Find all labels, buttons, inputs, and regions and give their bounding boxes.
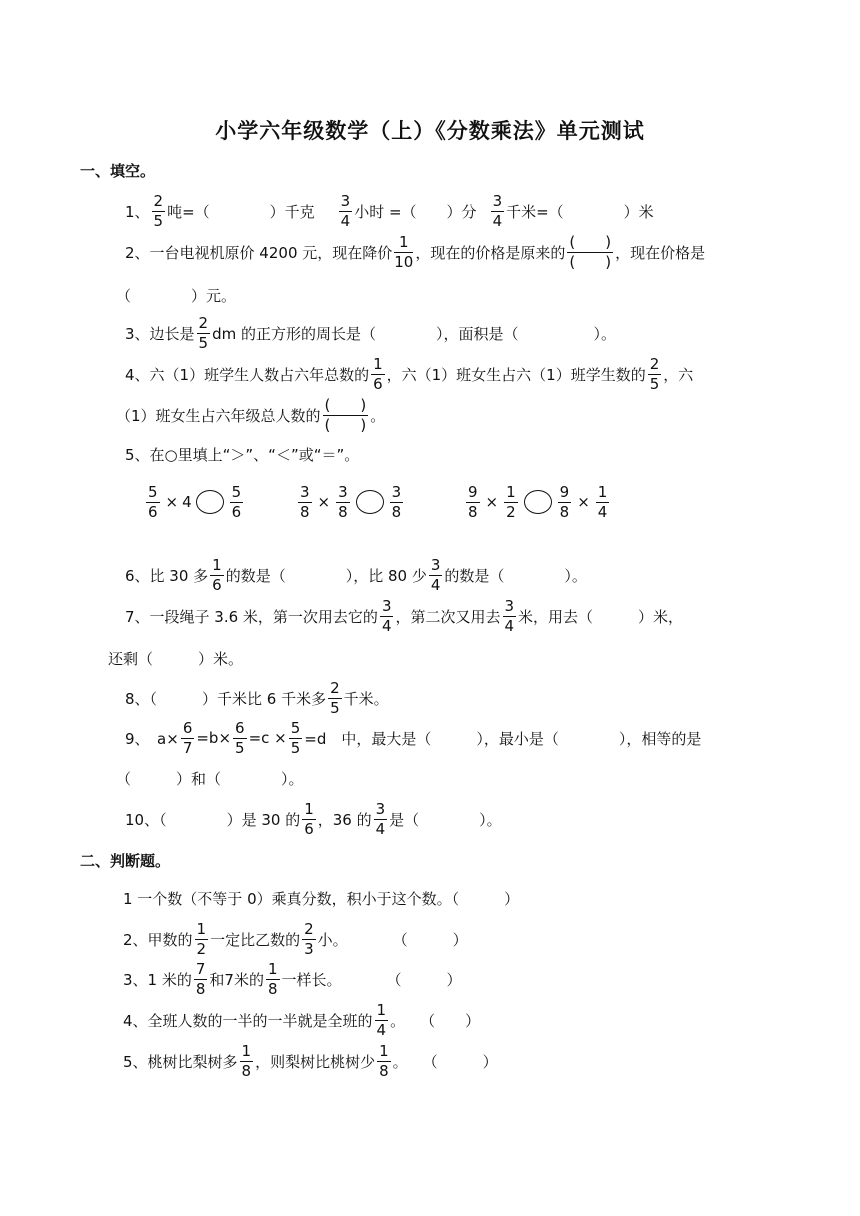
fraction: 3 4 (381, 596, 392, 635)
q4-line-2 (116, 393, 385, 437)
j5-prefix: 5、桃树比梨树多 (123, 1052, 238, 1071)
q2-text-2: ，现在价格是 (615, 243, 706, 262)
q6-prefix: 6、比 30 多 (125, 566, 209, 585)
j2-text-1: 一定比乙数的 (210, 930, 301, 949)
q1-text-3: 千米=（ ）米 (506, 202, 654, 221)
fraction: $\frac{6}{5}$ (235, 718, 245, 757)
fraction: 1 6 (304, 799, 314, 838)
times-sign: × (485, 493, 499, 511)
fraction: 3 4 (340, 191, 351, 230)
compare-circle[interactable] (524, 490, 552, 514)
number: 4 (182, 493, 192, 511)
fraction: $\frac{1}{4}$ (597, 482, 608, 521)
q10-text-1: ，36 的 (317, 810, 372, 829)
fraction: 7 8 (195, 959, 206, 998)
question-10 (125, 797, 502, 841)
fraction: 1 8 (267, 959, 278, 998)
fraction: 3 4 (504, 596, 515, 635)
fraction: $\frac{1}{2}$ (506, 482, 516, 521)
fraction: 3 4 (375, 799, 386, 838)
judgement-5 (123, 1039, 498, 1083)
q9-text-3: =d 中，最大是（ ），最小是（ ），相等的是 (304, 729, 702, 748)
fraction: 2 5 (198, 313, 209, 352)
blank-fraction[interactable]: ( ) ( ) (569, 232, 612, 271)
q7-line-2: 还剩（ ）米。 (108, 650, 244, 668)
question-5: 5、在○里填上“＞”、“＜”或“＝”。 (125, 446, 360, 464)
fraction: 3 4 (492, 191, 503, 230)
j2-text-2: 小。 （ ） (317, 930, 468, 949)
q8-text-1: 千米。 (343, 689, 389, 708)
blank-fraction[interactable]: ( ) ( ) (324, 395, 367, 434)
j4-text-1: 。 （ ） (390, 1011, 481, 1030)
j4-prefix: 4、全班人数的一半的一半就是全班的 (123, 1011, 373, 1030)
fraction: 1 6 (373, 354, 383, 393)
question-2 (125, 230, 705, 274)
fraction: 5 6 (231, 482, 242, 521)
fraction: $\frac{5}{6}$ (148, 482, 158, 521)
page-title: 小学六年级数学（上）《分数乘法》单元测试 (215, 119, 645, 143)
fraction: $\frac{3}{8}$ (338, 482, 348, 521)
q9-text-2: =c × (248, 729, 287, 747)
question-4 (125, 352, 693, 396)
fraction: 1 8 (241, 1041, 252, 1080)
compare-circle[interactable] (196, 490, 224, 514)
j5-text-2: 。 （ ） (392, 1052, 498, 1071)
q4-text-1: ，六（1）班女生占六（1）班学生数的 (386, 365, 646, 384)
section-judgement-heading: 二、判断题。 (80, 852, 171, 870)
section-fill-in-heading: 一、填空。 (80, 162, 156, 180)
q4-line2-suffix: 。 (370, 406, 386, 425)
q10-prefix: 10、（ ）是 30 的 (125, 810, 301, 829)
q9-line-2: （ ）和（ ）。 (116, 770, 304, 788)
q6-text-1: 的数是（ ），比 80 少 (225, 566, 427, 585)
fraction: 2 5 (153, 191, 164, 230)
judgement-1: 1 一个数（不等于 0）乘真分数，积小于这个数。（ ） (123, 890, 520, 908)
q1-prefix: 1、 (125, 202, 150, 221)
q3-text-1: dm 的正方形的周长是（ ），面积是（ ）。 (212, 324, 616, 343)
fraction: 1 2 (196, 919, 207, 958)
fraction: 3 8 (391, 482, 402, 521)
question-9 (125, 716, 701, 760)
q4-prefix: 4、六（1）班学生人数占六年总数的 (125, 365, 370, 384)
q10-text-2: 是（ ）。 (389, 810, 502, 829)
q9-text-1: =b× (196, 729, 232, 747)
j5-text-1: ，则梨树比桃树少 (255, 1052, 376, 1071)
q8-prefix: 8、（ ）千米比 6 千米多 (125, 689, 327, 708)
times-sign: × (577, 493, 590, 511)
question-7 (125, 594, 683, 638)
fraction: 3 4 (430, 555, 441, 594)
judgement-3 (123, 957, 462, 1001)
fraction: 1 8 (379, 1041, 389, 1080)
fraction: $\frac{9}{8}$ (468, 482, 478, 521)
q4-line2-prefix: （1）班女生占六年级总人数的 (116, 406, 321, 425)
q1-text-1: 吨=（ ）千克 (167, 202, 315, 221)
judgement-2 (123, 917, 468, 961)
fraction: 2 5 (330, 678, 340, 717)
fraction: $\frac{6}{7}$ (182, 718, 193, 757)
q6-text-2: 的数是（ ）。 (444, 566, 587, 585)
j3-text-1: 和7米的 (209, 970, 264, 989)
q9-prefix: 9、 a× (125, 729, 179, 748)
q5-expression-1 (144, 480, 245, 524)
q2-text-1: ，现在的价格是原来的 (415, 243, 566, 262)
j3-prefix: 3、1 米的 (123, 970, 192, 989)
fraction: 2 5 (649, 354, 660, 393)
fraction: 2 3 (304, 919, 314, 958)
q7-prefix: 7、一段绳子 3.6 米，第一次用去它的 (125, 607, 378, 626)
q5-expression-3 (464, 480, 611, 524)
fraction: 1 4 (376, 1000, 387, 1039)
q1-text-2: 小时 =（ ）分 (354, 202, 477, 221)
question-6 (125, 553, 587, 597)
q4-text-2: ，六 (663, 365, 694, 384)
compare-circle[interactable] (356, 490, 384, 514)
q2-line-2: （ ）元。 (116, 287, 237, 305)
question-3 (125, 311, 616, 355)
fraction: 1 6 (212, 555, 222, 594)
j2-prefix: 2、甲数的 (123, 930, 193, 949)
fraction: 1 10 (394, 232, 414, 271)
fraction: $\frac{9}{8}$ (559, 482, 570, 521)
fraction: $\frac{3}{8}$ (300, 482, 310, 521)
q7-text-1: ，第二次又用去 (395, 607, 501, 626)
fraction: $\frac{5}{5}$ (290, 718, 301, 757)
judgement-4 (123, 998, 480, 1042)
times-sign: × (317, 493, 331, 511)
times-sign: × (165, 493, 179, 511)
q3-prefix: 3、边长是 (125, 324, 195, 343)
q7-text-2: 米，用去（ ）米， (518, 607, 684, 626)
q5-expression-2 (296, 480, 405, 524)
question-1 (125, 189, 654, 233)
question-8 (125, 676, 389, 720)
j3-text-2: 一样长。 （ ） (281, 970, 462, 989)
q2-prefix: 2、一台电视机原价 4200 元，现在降价 (125, 243, 393, 262)
